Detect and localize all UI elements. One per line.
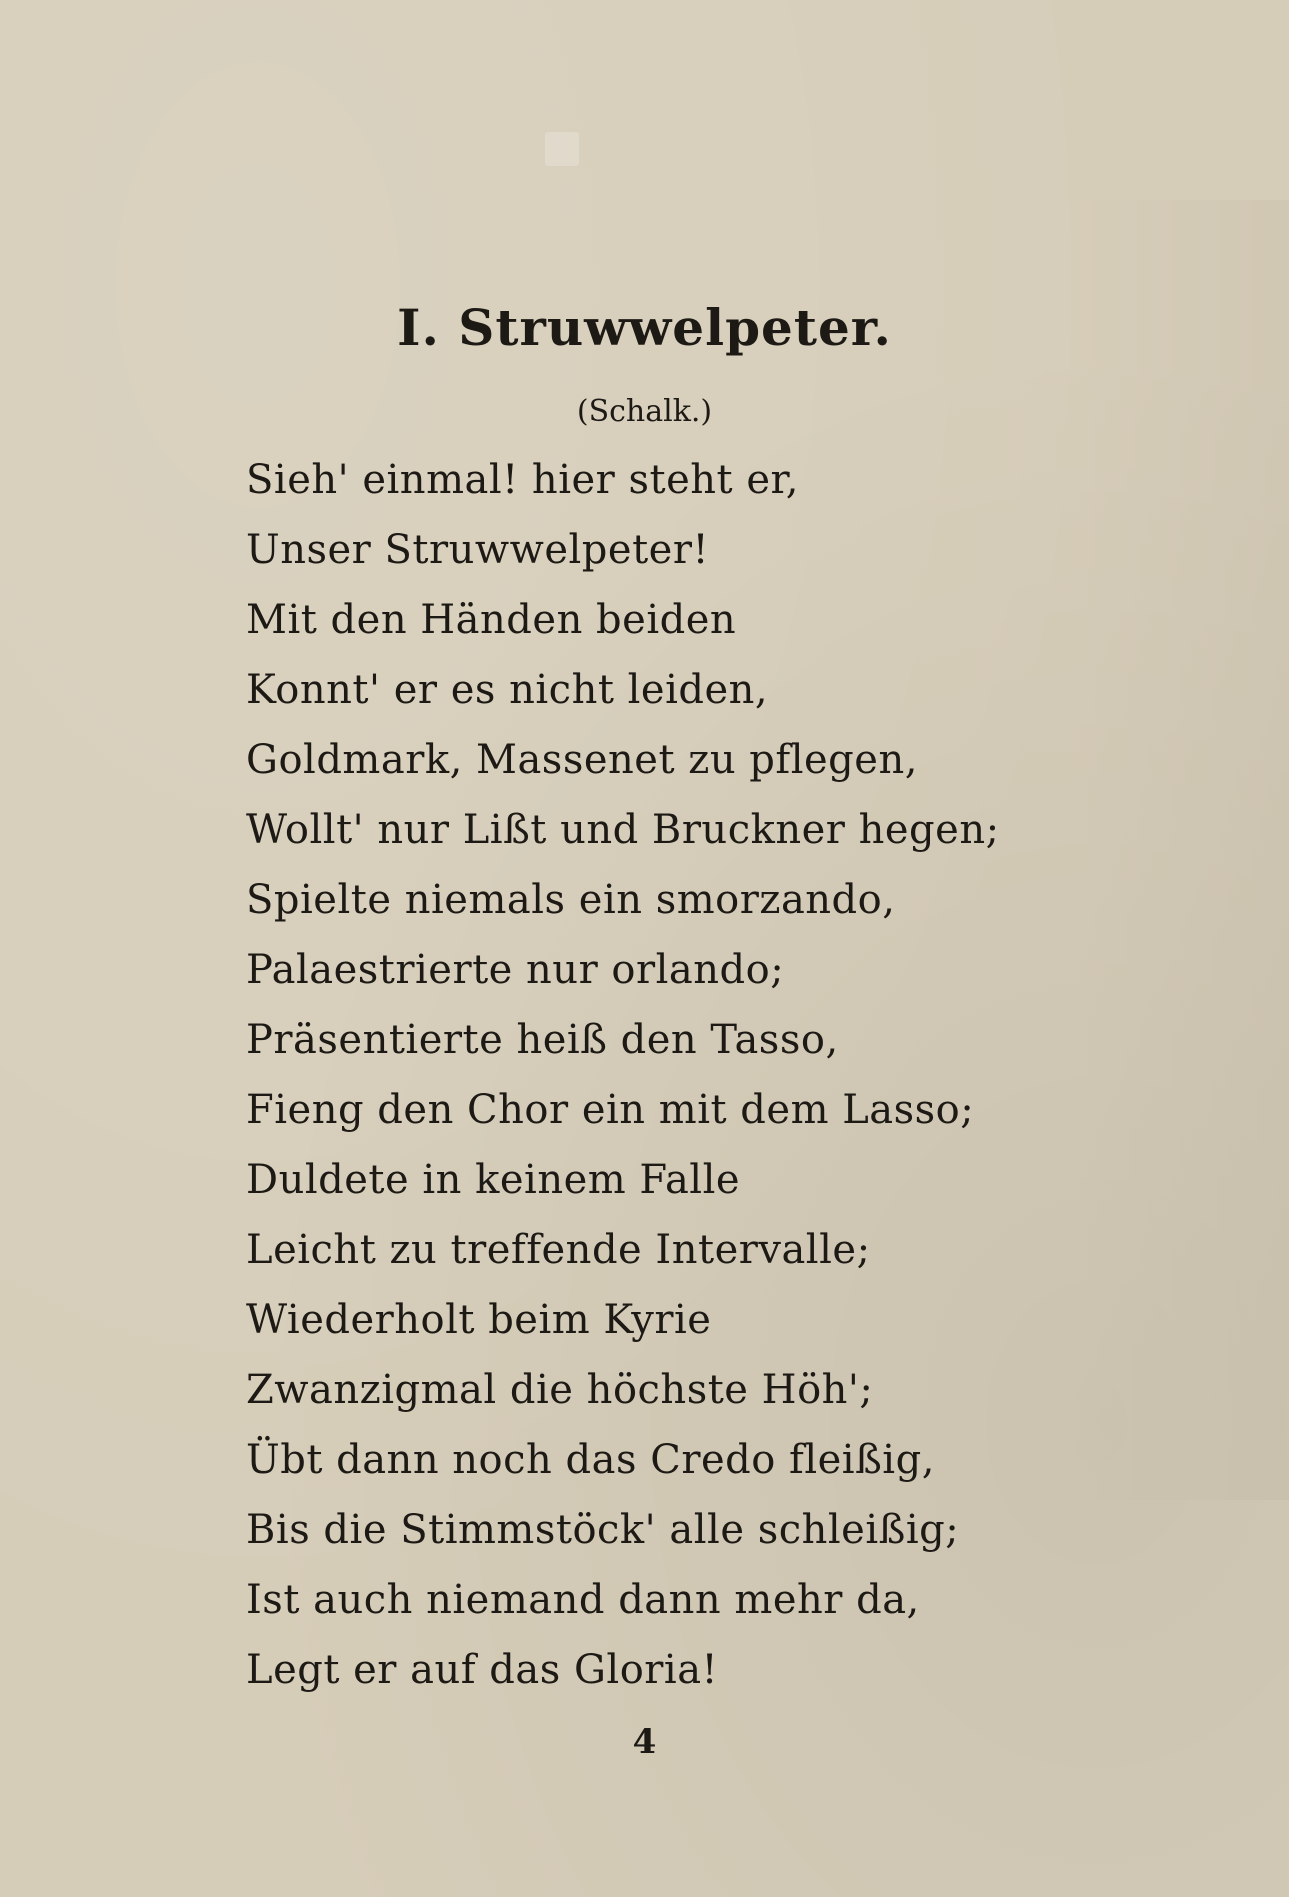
paper-fleck xyxy=(545,132,579,166)
poem-verses xyxy=(246,445,1000,1705)
page-number: 4 xyxy=(632,1722,657,1762)
verse-line: Goldmark, Massenet zu pflegen, xyxy=(246,737,918,783)
verse-line: Zwanzigmal die höchste Höh'; xyxy=(246,1367,874,1413)
verse-line: Spielte niemals ein smorzando, xyxy=(246,877,896,923)
verse-line: Wiederholt beim Kyrie xyxy=(246,1297,712,1343)
verse-line: Unser Struwwelpeter! xyxy=(246,527,710,573)
verse-line: Übt dann noch das Credo fleißig, xyxy=(246,1437,935,1483)
verse-line: Sieh' einmal! hier steht er, xyxy=(246,457,799,503)
verse-line: Bis die Stimmstöck' alle schleißig; xyxy=(246,1507,960,1553)
verse-line: Duldete in keinem Falle xyxy=(246,1157,741,1203)
poem-title: I. Struwwelpeter. xyxy=(397,298,892,357)
verse-line: Legt er auf das Gloria! xyxy=(246,1647,719,1693)
verse-line: Fieng den Chor ein mit dem Lasso; xyxy=(246,1087,975,1133)
verse-line: Palaestrierte nur orlando; xyxy=(246,947,785,993)
verse-line: Leicht zu treffende Intervalle; xyxy=(246,1227,871,1273)
verse-line: Präsentierte heiß den Tasso, xyxy=(246,1017,839,1063)
verse-line: Konnt' er es nicht leiden, xyxy=(246,667,769,713)
poem-subtitle: (Schalk.) xyxy=(576,394,713,429)
verse-line: Mit den Händen beiden xyxy=(246,597,737,643)
verse-line: Wollt' nur Lißt und Bruckner hegen; xyxy=(246,807,1000,853)
verse-line: Ist auch niemand dann mehr da, xyxy=(246,1577,920,1623)
